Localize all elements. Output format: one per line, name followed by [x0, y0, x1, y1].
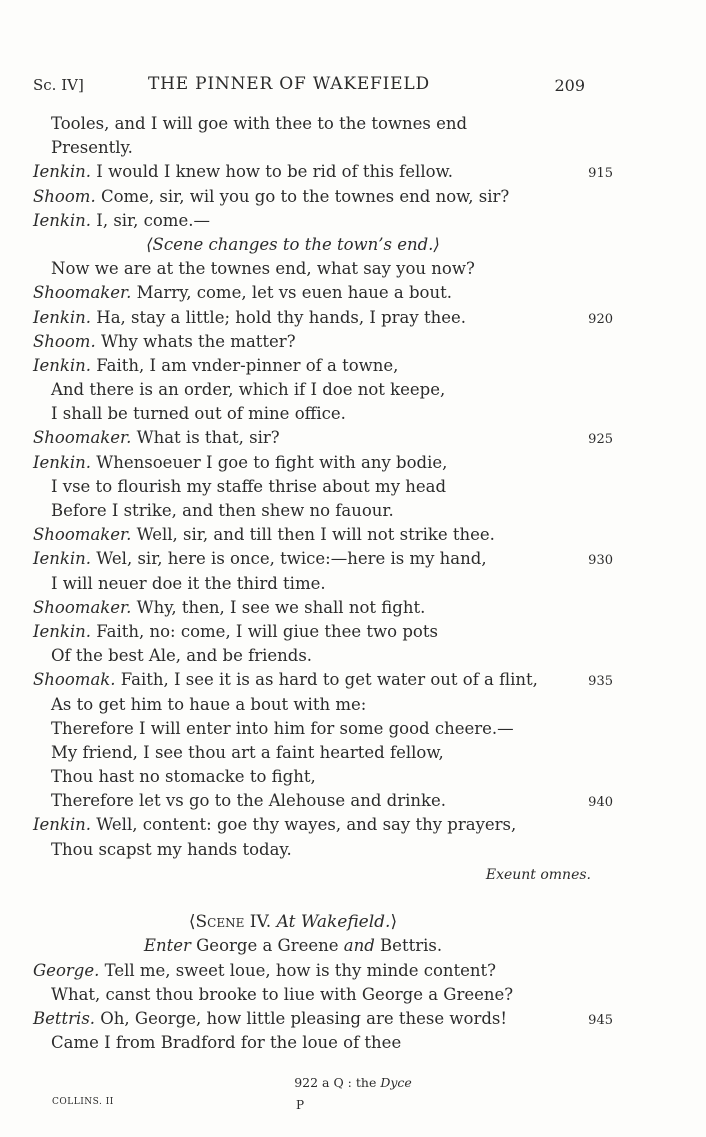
- line-text: Faith, I am vnder-pinner of a towne,: [91, 355, 399, 375]
- line-text: Faith, I see it is as hard to get water out of a flint,: [115, 670, 538, 690]
- line-text: Oh, George, how little pleasing are these words!: [95, 1008, 507, 1028]
- text-line: [33, 717, 613, 741]
- text-line: [33, 451, 613, 475]
- line-text: Tell me, sweet loue, how is thy minde content?: [99, 960, 497, 980]
- line-number: 930: [588, 553, 613, 569]
- stage-direction-exit: Exeunt omnes.: [485, 866, 591, 883]
- speaker-name: George.: [33, 960, 100, 980]
- text-line: [33, 693, 613, 717]
- speaker-name: Ienkin.: [33, 162, 92, 182]
- text-line: [33, 789, 613, 813]
- text-line: [33, 765, 613, 789]
- text-line: [33, 185, 613, 209]
- speaker-name: Ienkin.: [33, 621, 92, 641]
- line-text: Therefore let vs go to the Alehouse and drinke.: [51, 791, 447, 811]
- line-text: Thou scapst my hands today.: [51, 839, 292, 859]
- scene-reference: Sc. IV]: [33, 76, 84, 94]
- text-line: [33, 741, 613, 765]
- text-line: [33, 160, 613, 184]
- line-text: Marry, come, let vs euen haue a bout.: [131, 283, 452, 303]
- line-text: Why whats the matter?: [95, 331, 296, 351]
- stage-direction-enter: Enter: [143, 936, 191, 956]
- stage-direction: ⟨Scene changes to the town’s end.⟩: [146, 234, 440, 254]
- footnote-italic: Dyce: [380, 1075, 412, 1090]
- speaker-name: Shoom.: [33, 331, 96, 351]
- line-text: Whensoeuer I goe to fight with any bodie,: [91, 452, 448, 472]
- line-number: 920: [588, 311, 613, 327]
- line-number: 935: [588, 674, 613, 690]
- speaker-name: Ienkin.: [33, 210, 92, 230]
- line-text: What, canst thou brooke to liue with George a Greene?: [51, 984, 514, 1004]
- line-text: Therefore I will enter into him for some good cheere.—: [51, 718, 514, 738]
- line-text: I shall be turned out of mine office.: [51, 404, 346, 424]
- line-text: Why, then, I see we shall not fight.: [131, 597, 426, 617]
- character-names: Bettris.: [374, 936, 443, 956]
- footnote: [0, 1075, 706, 1090]
- text-line: [33, 402, 613, 426]
- text-line: [33, 838, 613, 862]
- scene-bracket-open: ⟨: [188, 912, 196, 933]
- text-line: [33, 934, 613, 958]
- speaker-name: Shoomaker.: [33, 283, 132, 303]
- line-text: I would I knew how to be rid of this fellow.: [91, 162, 453, 182]
- text-line: [33, 1007, 613, 1031]
- speaker-name: Bettris.: [33, 1008, 96, 1028]
- footnote-text: 922 a Q : the: [294, 1075, 381, 1090]
- speaker-name: Shoomaker.: [33, 597, 132, 617]
- text-line: [33, 233, 613, 257]
- line-text: I vse to flourish my staffe thrise about my head: [51, 476, 447, 496]
- character-names: George a Greene: [190, 936, 344, 956]
- stage-direction-and: and: [343, 936, 375, 956]
- line-text: Of the best Ale, and be friends.: [51, 646, 313, 666]
- speaker-name: Shoomaker.: [33, 525, 132, 545]
- line-text: Come, sir, wil you go to the townes end now, sir?: [95, 186, 510, 206]
- scene-place: At Wakefield.: [271, 912, 391, 933]
- text-line: [33, 257, 613, 281]
- text-line: [33, 330, 613, 354]
- text-line: [33, 1031, 613, 1055]
- line-number: 915: [588, 166, 613, 182]
- line-text: I will neuer doe it the third time.: [51, 573, 326, 593]
- text-line: [33, 620, 613, 644]
- speaker-name: Ienkin.: [33, 815, 92, 835]
- speaker-name: Shoomak.: [33, 670, 116, 690]
- text-line: [33, 209, 613, 233]
- line-text: As to get him to haue a bout with me:: [51, 694, 367, 714]
- line-text: I, sir, come.—: [91, 210, 210, 230]
- signature-mark: P: [296, 1098, 305, 1112]
- running-title: THE PINNER OF WAKEFIELD: [148, 74, 430, 94]
- line-number: 940: [588, 795, 613, 811]
- text-line: [33, 112, 613, 136]
- line-number: 945: [588, 1012, 613, 1028]
- text-line: [33, 668, 613, 692]
- text-line: [33, 886, 613, 910]
- line-text: What is that, sir?: [131, 428, 280, 448]
- text-line: [33, 281, 613, 305]
- speaker-name: Ienkin.: [33, 549, 92, 569]
- text-line: [33, 983, 613, 1007]
- speaker-name: Shoomaker.: [33, 428, 132, 448]
- line-text: Faith, no: come, I will giue thee two pots: [91, 621, 438, 641]
- text-line: [33, 136, 613, 160]
- line-text: And there is an order, which if I doe not keepe,: [51, 380, 446, 400]
- line-text: Now we are at the townes end, what say you now?: [51, 259, 475, 279]
- line-text: Presently.: [51, 138, 133, 158]
- footer-edition: COLLINS. II: [52, 1097, 114, 1107]
- line-number: 925: [588, 432, 613, 448]
- line-text: Thou hast no stomacke to fight,: [51, 767, 316, 787]
- scene-bracket-close: ⟩: [390, 912, 398, 933]
- text-line: [33, 813, 613, 837]
- line-text: Before I strike, and then shew no fauour.: [51, 501, 394, 520]
- text-line: [33, 306, 613, 330]
- text-line: [33, 499, 613, 523]
- line-text: Ha, stay a little; hold thy hands, I pray thee.: [91, 307, 466, 327]
- line-text: Tooles, and I will goe with thee to the townes end: [51, 114, 468, 133]
- text-line: [33, 959, 613, 983]
- text-line: [33, 378, 613, 402]
- speaker-name: Ienkin.: [33, 307, 92, 327]
- text-line: [33, 910, 613, 934]
- line-text: Well, content: goe thy wayes, and say thy prayers,: [91, 815, 517, 835]
- speaker-name: Ienkin.: [33, 452, 92, 472]
- line-text: My friend, I see thou art a faint hearted fellow,: [51, 742, 444, 762]
- text-line: [33, 426, 613, 450]
- text-line: [33, 572, 613, 596]
- text-line: [33, 547, 613, 571]
- speaker-name: Shoom.: [33, 186, 96, 206]
- text-line: [33, 596, 613, 620]
- line-text: Wel, sir, here is once, twice:—here is my hand,: [91, 549, 487, 569]
- scene-number: Scene IV.: [195, 912, 272, 933]
- text-line: [33, 523, 613, 547]
- line-text: Came I from Bradford for the loue of thee: [51, 1033, 402, 1053]
- text-line: [33, 644, 613, 668]
- speaker-name: Ienkin.: [33, 355, 92, 375]
- text-line: [33, 862, 613, 886]
- running-header: [33, 74, 593, 100]
- text-line: [33, 475, 613, 499]
- line-text: Well, sir, and till then I will not strike thee.: [131, 525, 495, 545]
- page-number: 209: [554, 76, 585, 95]
- text-line: [33, 354, 613, 378]
- play-text: [33, 112, 613, 1055]
